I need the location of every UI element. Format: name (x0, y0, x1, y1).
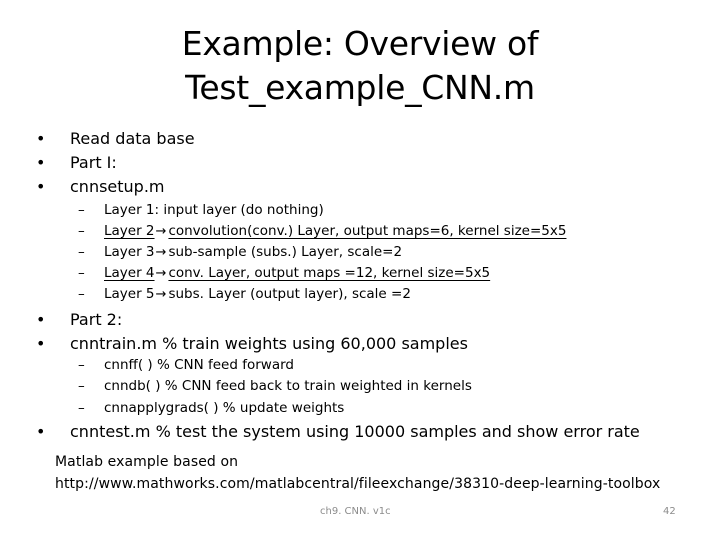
page-number: 42 (663, 506, 676, 517)
train-step-item (78, 399, 344, 417)
bullet-text: Read data base (70, 129, 195, 148)
layer-item (78, 285, 411, 304)
dash-marker: – (78, 400, 85, 416)
bullet-cnntest (36, 422, 640, 442)
bullet-text: Part I: (70, 153, 117, 172)
layer-text-underlined (104, 223, 566, 239)
bullet-cnnsetup (36, 177, 165, 197)
layer-prefix: Layer 5 (104, 286, 155, 302)
train-step-text: cnnapplygrads( ) % update weights (104, 400, 345, 416)
footer-label: ch9. CNN. v1c (320, 506, 391, 517)
train-step-text: cnndb( ) % CNN feed back to train weighted in kernels (104, 378, 472, 394)
bullet-dot: • (36, 422, 46, 441)
bullet-dot: • (36, 310, 46, 329)
dash-marker: – (78, 202, 85, 218)
arrow-right-icon: → (155, 224, 167, 239)
bullet-dot: • (36, 153, 46, 172)
source-url: http://www.mathworks.com/matlabcentral/fileexchange/38310-deep-learning-toolbox (55, 476, 661, 492)
arrow-right-icon: → (155, 287, 167, 302)
train-step-item (78, 356, 294, 374)
bullet-text: Part 2: (70, 310, 123, 329)
train-step-item (78, 377, 472, 395)
dash-marker: – (78, 223, 85, 239)
title-line-1: Example: Overview of (181, 24, 539, 63)
dash-marker: – (78, 286, 85, 302)
arrow-right-icon: → (155, 245, 167, 260)
layer-prefix: Layer 2 (104, 223, 155, 239)
source-note (55, 451, 660, 495)
layer-item (78, 243, 402, 262)
layer-suffix: sub-sample (subs.) Layer, scale=2 (168, 244, 403, 260)
layer-suffix: subs. Layer (output layer), scale =2 (168, 286, 411, 302)
arrow-right-icon: → (155, 266, 167, 281)
layer-item (78, 201, 324, 219)
train-step-text: cnnff( ) % CNN feed forward (104, 357, 294, 373)
bullet-read-database (36, 129, 195, 149)
bullet-cnntrain (36, 334, 468, 354)
layer-item (78, 222, 566, 241)
bullet-part-1 (36, 153, 117, 173)
title-line-2: Test_example_CNN.m (185, 68, 535, 107)
dash-marker: – (78, 244, 85, 260)
layer-suffix: convolution(conv.) Layer, output maps=6, kernel size=5x5 (168, 223, 567, 239)
layer-text: Layer 1: input layer (do nothing) (104, 202, 324, 218)
bullet-text: cnntrain.m % train weights using 60,000 samples (70, 334, 468, 353)
source-note-label: Matlab example based on (55, 454, 239, 470)
slide-title (0, 22, 720, 110)
dash-marker: – (78, 265, 85, 281)
bullet-text: cnnsetup.m (70, 177, 165, 196)
bullet-part-2 (36, 310, 122, 330)
bullet-dot: • (36, 334, 46, 353)
layer-item (78, 264, 490, 283)
bullet-text: cnntest.m % test the system using 10000 samples and show error rate (70, 422, 640, 441)
bullet-dot: • (36, 177, 46, 196)
layer-prefix: Layer 4 (104, 265, 155, 281)
bullet-dot: • (36, 129, 46, 148)
layer-text-underlined (104, 265, 490, 281)
layer-prefix: Layer 3 (104, 244, 155, 260)
dash-marker: – (78, 378, 85, 394)
dash-marker: – (78, 357, 85, 373)
layer-suffix: conv. Layer, output maps =12, kernel size=5x5 (168, 265, 491, 281)
